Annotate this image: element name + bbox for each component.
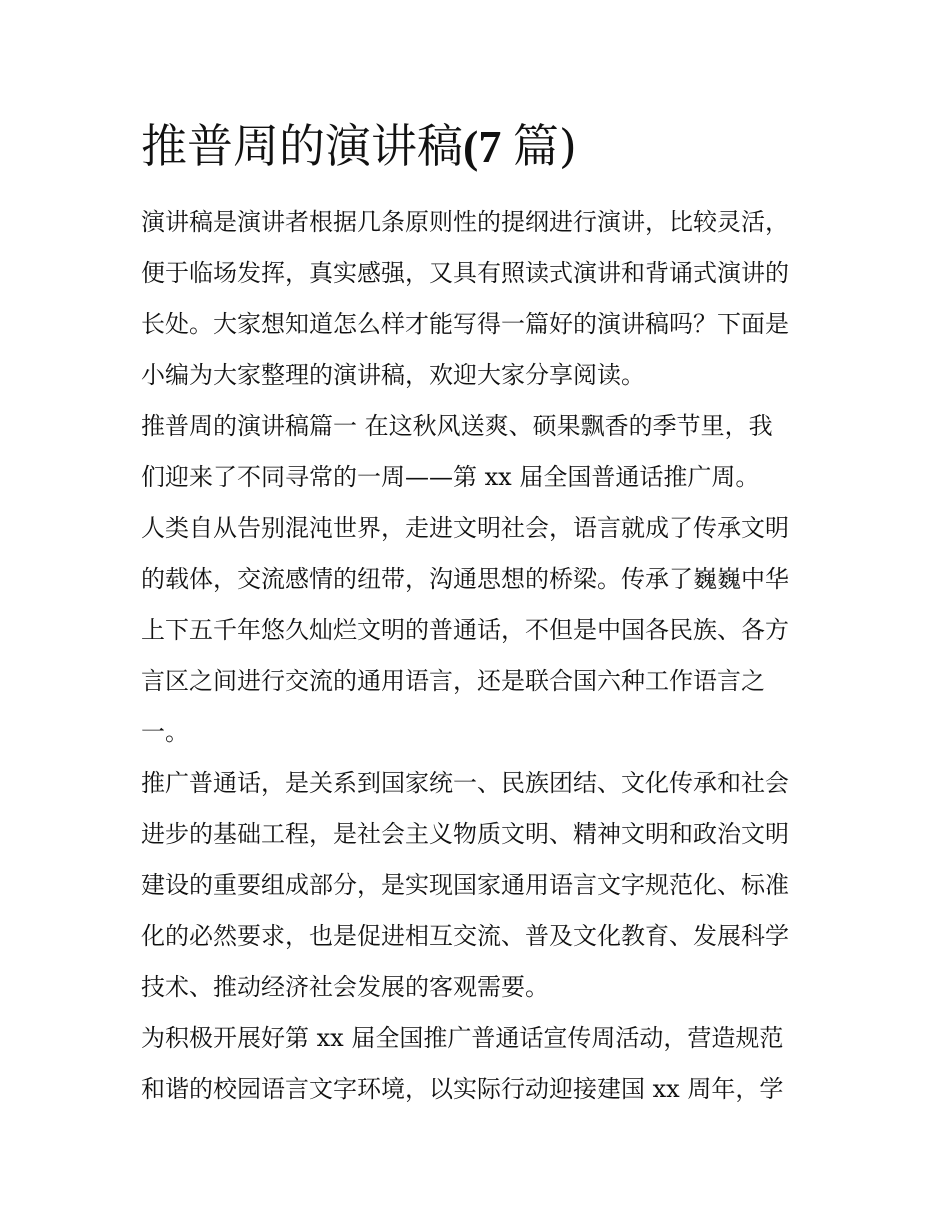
body-line: 上下五千年悠久灿烂文明的普通话，不但是中国各民族、各方: [141, 616, 789, 644]
body-line: 小编为大家整理的演讲稿，欢迎大家分享阅读。: [141, 361, 645, 389]
document-title: [141, 116, 577, 177]
body-line: 演讲稿是演讲者根据几条原则性的提纲进行演讲，比较灵活，: [141, 208, 789, 236]
body-line: 一。: [141, 718, 189, 746]
title-end: 篇): [512, 119, 577, 173]
body-line: 和谐的校园语言文字环境，以实际行动迎接建国 xx 周年，学: [141, 1075, 784, 1103]
body-line: 人类自从告别混沌世界，走进文明社会，语言就成了传承文明: [141, 514, 789, 542]
body-line: 言区之间进行交流的通用语言，还是联合国六种工作语言之: [141, 667, 765, 695]
body-line: 建设的重要组成部分，是实现国家通用语言文字规范化、标准: [141, 871, 789, 899]
body-line: 进步的基础工程，是社会主义物质文明、精神文明和政治文明: [141, 820, 789, 848]
body-line: 的载体，交流感情的纽带，沟通思想的桥梁。传承了巍巍中华: [141, 565, 789, 593]
body-line: 们迎来了不同寻常的一周——第 xx 届全国普通话推广周。: [141, 463, 760, 491]
title-count: (7: [463, 121, 513, 172]
body-line: 为积极开展好第 xx 届全国推广普通话宣传周活动，营造规范: [141, 1024, 784, 1052]
body-line: 长处。大家想知道怎么样才能写得一篇好的演讲稿吗？下面是: [141, 310, 789, 338]
title-text: 推普周的演讲稿: [141, 119, 463, 173]
body-line: 技术、推动经济社会发展的客观需要。: [141, 973, 549, 1001]
body-line: 便于临场发挥，真实感强，又具有照读式演讲和背诵式演讲的: [141, 259, 789, 287]
body-line: 化的必然要求，也是促进相互交流、普及文化教育、发展科学: [141, 922, 789, 950]
body-line: 推广普通话，是关系到国家统一、民族团结、文化传承和社会: [141, 769, 789, 797]
body-line: 推普周的演讲稿篇一 在这秋风送爽、硕果飘香的季节里，我: [141, 412, 773, 440]
